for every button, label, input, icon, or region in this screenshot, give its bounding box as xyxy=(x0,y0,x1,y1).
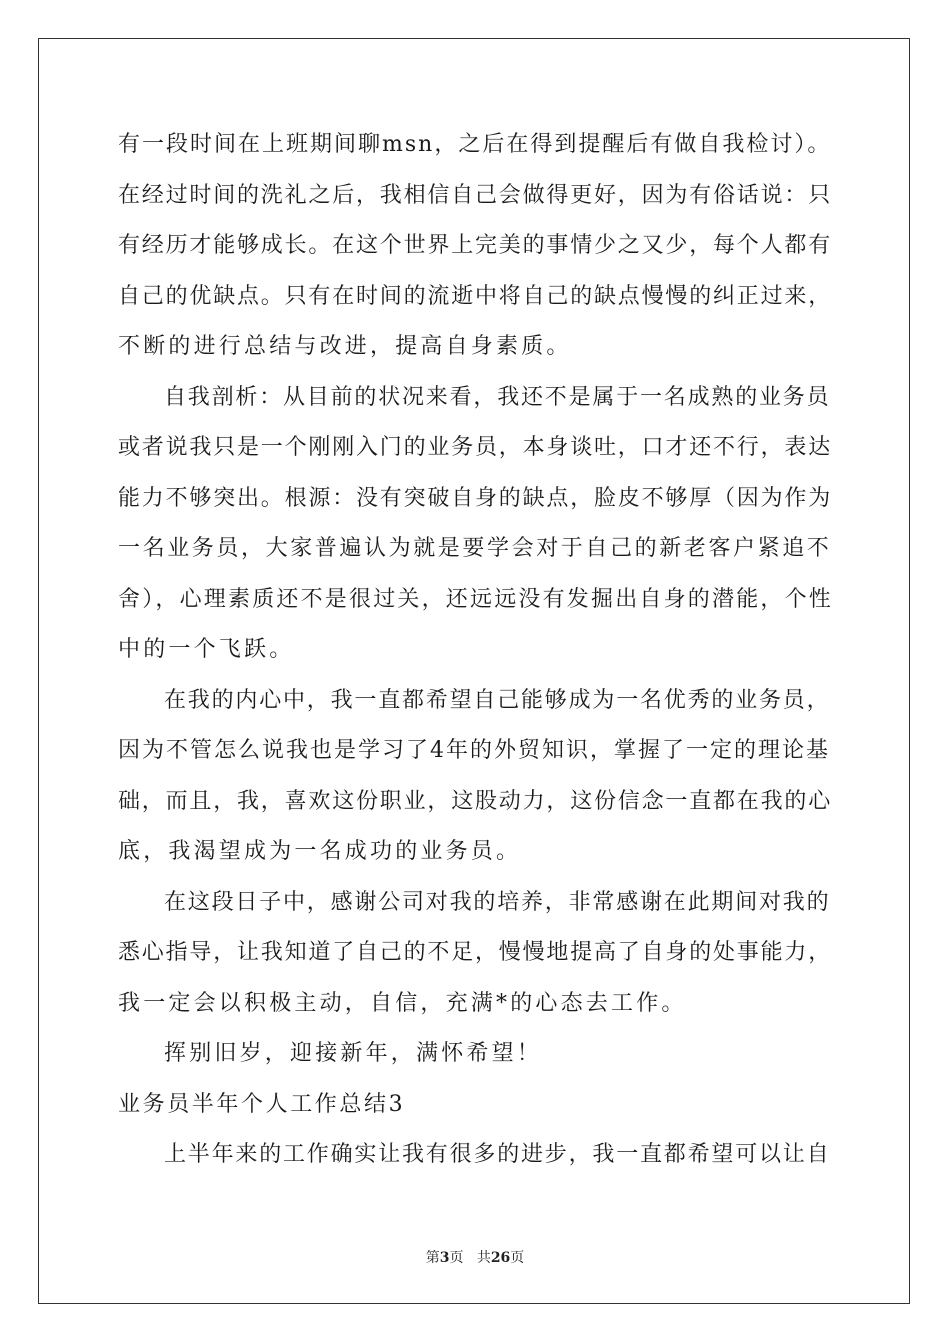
paragraph-start-line: 在这段日子中，感谢公司对我的培养，非常感谢在此期间对我的 xyxy=(164,889,831,915)
text-line: 因为不管怎么说我也是学习了4年的外贸知识，掌握了一定的理论基 xyxy=(118,738,830,763)
text-line: 有一段时间在上班期间聊msn，之后在得到提醒后有做自我检讨）。 xyxy=(118,132,832,157)
paragraph-start-line: 上半年来的工作确实让我有很多的进步，我一直都希望可以让自 xyxy=(164,1142,831,1167)
text-line: 础，而且，我，喜欢这份职业，这股动力，这份信念一直都在我的心 xyxy=(118,788,833,814)
text-line: 悉心指导，让我知道了自己的不足，慢慢地提高了自身的处事能力， xyxy=(118,940,833,965)
text-line: 舍），心理素质还不是很过关，还远远没有发掘出自身的潜能，个性 xyxy=(118,586,834,612)
text-line: 能力不够突出。根源：没有突破自身的缺点，脸皮不够厚（因为作为 xyxy=(118,485,833,511)
footer-total-suffix: 页 xyxy=(510,1250,525,1266)
document-body xyxy=(118,126,834,1187)
section-heading: 业务员半年个人工作总结3 xyxy=(118,1091,406,1117)
text-line: 一名业务员，大家普遍认为就是要学会对于自己的新老客户紧追不 xyxy=(118,536,832,561)
paragraph-start-line: 在我的内心中，我一直都希望自己能够成为一名优秀的业务员， xyxy=(164,687,831,713)
text-line: 不断的进行总结与改进，提高自身素质。 xyxy=(118,334,572,359)
text-line: 或者说我只是一个刚刚入门的业务员，本身谈吐，口才还不行，表达 xyxy=(118,435,833,460)
text-line: 中的一个飞跃。 xyxy=(118,637,295,662)
footer-prefix: 第 xyxy=(425,1250,440,1266)
total-page-count: 26 xyxy=(490,1250,511,1266)
text-line: 在经过时间的洗礼之后，我相信自己会做得更好，因为有俗话说：只 xyxy=(118,182,833,208)
page-footer xyxy=(0,1248,950,1268)
text-line: 我一定会以积极主动，自信，充满*的心态去工作。 xyxy=(118,990,687,1016)
paragraph-start-line: 挥别旧岁，迎接新年，满怀希望！ xyxy=(164,1041,543,1066)
footer-page-suffix: 页 xyxy=(449,1250,464,1266)
paragraph-start-line: 自我剖析：从目前的状况来看，我还不是属于一名成熟的业务员 xyxy=(164,384,831,410)
text-line: 有经历才能够成长。在这个世界上完美的事情少之又少，每个人都有 xyxy=(118,233,833,258)
text-line: 底，我渴望成为一名成功的业务员。 xyxy=(118,839,522,864)
footer-total-prefix: 共 xyxy=(476,1250,491,1266)
current-page-number: 3 xyxy=(439,1250,450,1266)
text-line: 自己的优缺点。只有在时间的流逝中将自己的缺点慢慢的纠正过来， xyxy=(118,283,833,309)
